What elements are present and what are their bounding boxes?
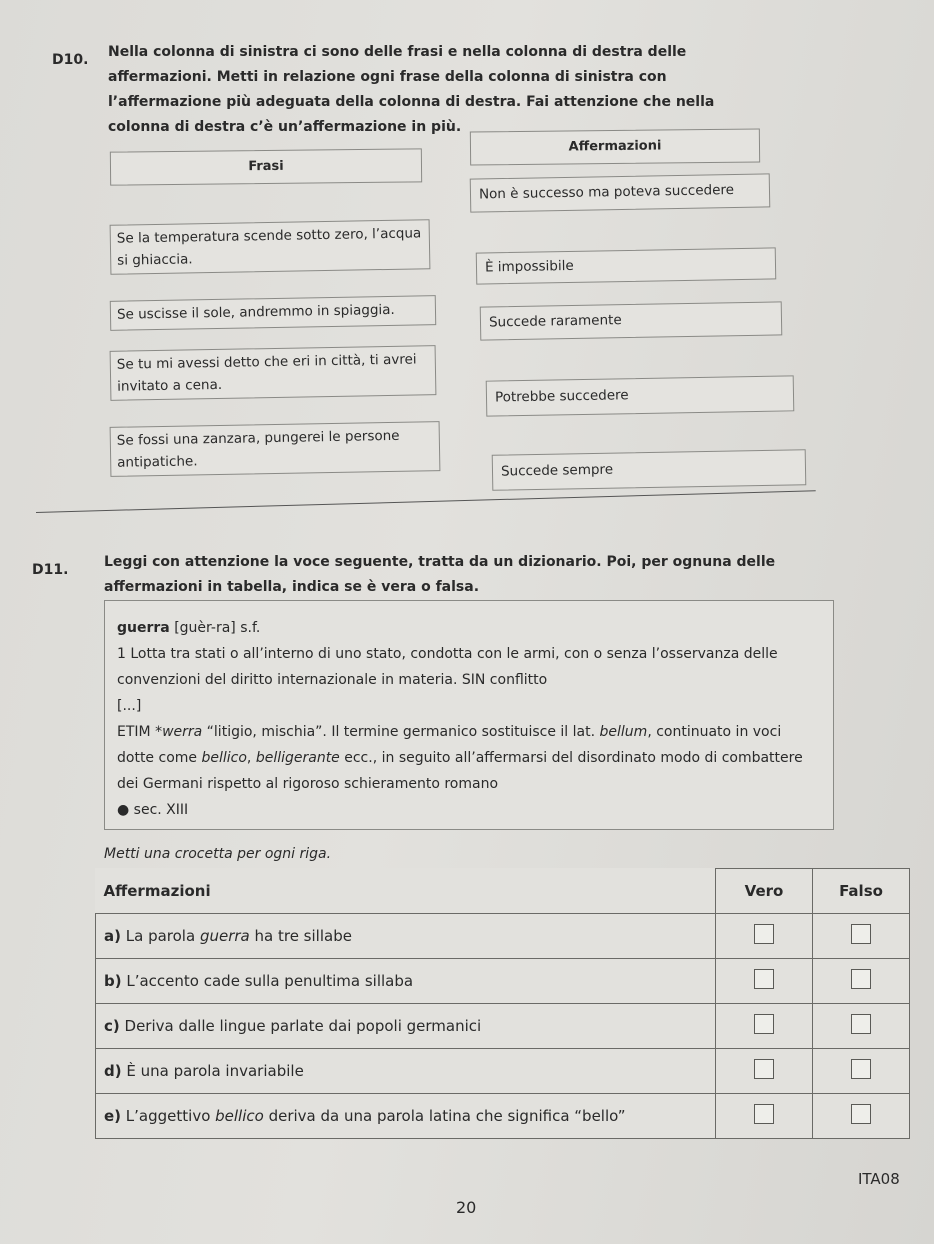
row-text: Deriva dalle lingue parlate dai popoli germanici [119,1017,482,1035]
falso-checkbox[interactable] [851,1104,871,1124]
page-number: 20 [456,1198,477,1217]
falso-cell[interactable] [813,1004,910,1049]
falso-checkbox[interactable] [851,969,871,989]
frase-2: Se uscisse il sole, andremmo in spiaggia. [110,295,436,331]
table-row [96,959,910,1004]
row-statement [96,1094,716,1139]
dictionary-entry [104,600,834,830]
dict-headword: guerra [117,620,170,636]
falso-checkbox[interactable] [851,1014,871,1034]
section-divider [36,490,816,513]
true-false-table [95,868,910,1139]
dict-pronunciation: [guèr-ra] s.f. [174,620,261,636]
row-italic: bellico [215,1107,264,1125]
vero-cell[interactable] [716,914,813,959]
dict-etim-belligerante: belligerante [255,750,340,766]
row-text: L’aggettivo [121,1107,216,1125]
question-number-d11: D11. [32,562,69,578]
question-instruction-d11: Leggi con attenzione la voce seguente, tratta da un dizionario. Poi, per ognuna delle affermazioni in tabella, indica se è vera o falsa. [104,554,776,595]
footer-code: ITA08 [858,1170,900,1188]
vero-checkbox[interactable] [754,1059,774,1079]
affermazione-4: Potrebbe succedere [486,375,795,416]
frase-1: Se la temperatura scende sotto zero, l’acqua si ghiaccia. [110,219,431,275]
header-affermazioni: Affermazioni [470,128,760,165]
row-letter: d) [104,1062,122,1080]
table-row [96,1094,910,1139]
affermazione-5: Succede sempre [492,449,807,490]
row-text: L’accento cade sulla penultima sillaba [121,972,414,990]
question-number-d10: D10. [52,52,89,68]
row-statement [96,1049,716,1094]
row-text: La parola [120,927,200,945]
question-instruction-d10: Nella colonna di sinistra ci sono delle frasi e nella colonna di destra delle affermazioni. Metti in relazione ogni frase della colonna di sinistra con l’affermazione più adeguata della colonna di destra. Fai attenzione che nella colonna di destra c’è un’affermazione in più. [108,44,715,135]
dict-etim-comma: , [246,750,256,766]
dict-etim-label: ETIM [117,724,151,740]
row-statement [96,959,716,1004]
dict-etim-bellico: bellico [201,750,247,766]
table-caption: Metti una crocetta per ogni riga. [104,846,332,862]
dict-etymology [117,719,821,797]
col-vero: Vero [716,869,813,914]
row-italic: guerra [199,927,250,945]
dict-etim-text-1: “litigio, mischia”. Il termine germanico sostituisce il lat. [202,724,600,740]
row-text: È una parola invariabile [121,1062,304,1080]
row-text-end: ha tre sillabe [249,927,352,945]
row-statement [96,1004,716,1049]
vero-checkbox[interactable] [754,1104,774,1124]
table-row [96,914,910,959]
dict-definition: 1 Lotta tra stati o all’interno di uno stato, condotta con le armi, con o senza l’osservanza delle convenzioni del diritto internazionale in materia. SIN conflitto [117,646,778,688]
row-letter: c) [104,1017,120,1035]
row-text-end: deriva da una parola latina che significa “bello” [263,1107,626,1125]
row-letter: e) [104,1107,122,1125]
falso-cell[interactable] [813,1094,910,1139]
affermazione-3: Succede raramente [480,301,783,340]
frase-4: Se fossi una zanzara, pungerei le persone antipatiche. [110,421,441,477]
table-row [96,1049,910,1094]
frase-3: Se tu mi avessi detto che eri in città, ti avrei invitato a cena. [110,345,437,401]
dict-etim-text-2: , continuato in voci dotte come [117,724,782,766]
affermazione-1: Non è successo ma poteva succedere [470,173,771,212]
vero-cell[interactable] [716,1004,813,1049]
table-header-row [96,869,910,914]
bullet-icon: ● [117,802,130,818]
dict-century: sec. XIII [133,802,189,818]
col-falso: Falso [813,869,910,914]
falso-checkbox[interactable] [851,1059,871,1079]
vero-checkbox[interactable] [754,1014,774,1034]
row-statement [96,914,716,959]
dict-etim-bellum: bellum [599,724,648,740]
table-row [96,1004,910,1049]
vero-cell[interactable] [716,1049,813,1094]
dict-etim-word: *werra [155,724,203,740]
dict-etim-text-3: ecc., in seguito all’affermarsi del disordinato modo di combattere dei Germani rispetto al rigoroso schieramento romano [117,750,803,792]
falso-cell[interactable] [813,1049,910,1094]
vero-cell[interactable] [716,959,813,1004]
vero-cell[interactable] [716,1094,813,1139]
affermazione-2: È impossibile [476,247,777,284]
falso-cell[interactable] [813,914,910,959]
row-letter: b) [104,972,122,990]
vero-checkbox[interactable] [754,969,774,989]
falso-cell[interactable] [813,959,910,1004]
dict-ellipsis: [...] [117,698,142,714]
falso-checkbox[interactable] [851,924,871,944]
vero-checkbox[interactable] [754,924,774,944]
col-affermazioni: Affermazioni [96,869,716,914]
header-frasi: Frasi [110,148,422,185]
row-letter: a) [104,927,121,945]
